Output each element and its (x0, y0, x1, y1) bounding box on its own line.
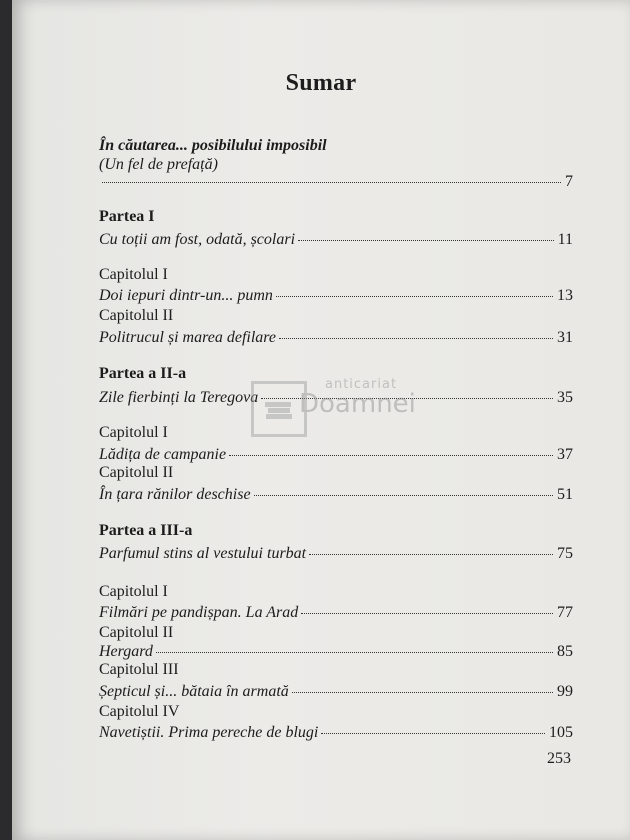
preface-subtitle: (Un fel de prefață) (99, 156, 218, 173)
chapter-title: Șepticul și... bătaia în armată (99, 683, 289, 700)
chapter-page: 85 (557, 643, 573, 660)
chapter-page: 99 (557, 683, 573, 700)
chapter-entry (99, 642, 573, 662)
chapter-title: Politrucul și marea defilare (99, 329, 277, 346)
chapter-entry (99, 682, 573, 702)
chapter-page: 13 (557, 287, 573, 304)
chapter-title: În țara rănilor deschise (99, 486, 251, 503)
page-title: Sumar (285, 70, 357, 96)
chapter-entry (99, 485, 573, 505)
chapter-label: Capitolul II (99, 307, 174, 324)
chapter-entry (99, 723, 573, 743)
part2-subtitle: Zile fierbinți la Teregova (99, 389, 259, 406)
part3-heading: Partea a III-a (99, 522, 193, 539)
watermark-top-text: anticariat (325, 377, 398, 392)
chapter-page: 37 (557, 446, 573, 463)
chapter-title: Hergard (99, 643, 153, 660)
part1-page: 11 (557, 231, 573, 248)
preface-heading: În căutarea... posibilului imposibil (99, 137, 327, 154)
chapter-page: 31 (557, 329, 573, 346)
chapter-label: Capitolul II (99, 464, 174, 481)
book-page (12, 0, 630, 840)
chapter-label: Capitolul IV (99, 703, 180, 720)
chapter-title: Navetiștii. Prima pereche de blugi (99, 724, 319, 741)
chapter-page: 77 (557, 604, 573, 621)
watermark-main-text: Doamnei (299, 389, 416, 419)
chapter-entry (99, 286, 573, 306)
chapter-label: Capitolul II (99, 624, 174, 641)
part3-page: 75 (557, 545, 573, 562)
chapter-page: 51 (557, 486, 573, 503)
chapter-title: Lădița de campanie (99, 446, 227, 463)
chapter-page: 105 (549, 724, 573, 741)
page-number: 253 (547, 750, 571, 767)
part1-subtitle: Cu toții am fost, odată, școlari (99, 231, 296, 248)
chapter-label: Capitolul III (99, 661, 179, 678)
preface-entry (99, 172, 573, 192)
chapter-label: Capitolul I (99, 583, 168, 600)
part3-entry (99, 544, 573, 564)
chapter-title: Filmări pe pandișpan. La Arad (99, 604, 299, 621)
chapter-entry (99, 603, 573, 623)
part1-heading: Partea I (99, 208, 155, 225)
preface-page: 7 (565, 173, 573, 190)
chapter-label: Capitolul I (99, 424, 168, 441)
chapter-entry (99, 328, 573, 348)
part3-subtitle: Parfumul stins al vestului turbat (99, 545, 307, 562)
watermark-logo (237, 375, 437, 455)
part1-entry (99, 230, 573, 250)
chapter-label: Capitolul I (99, 266, 168, 283)
part2-page: 35 (557, 389, 573, 406)
part2-heading: Partea a II-a (99, 365, 187, 382)
chapter-title: Doi iepuri dintr-un... pumn (99, 287, 273, 304)
